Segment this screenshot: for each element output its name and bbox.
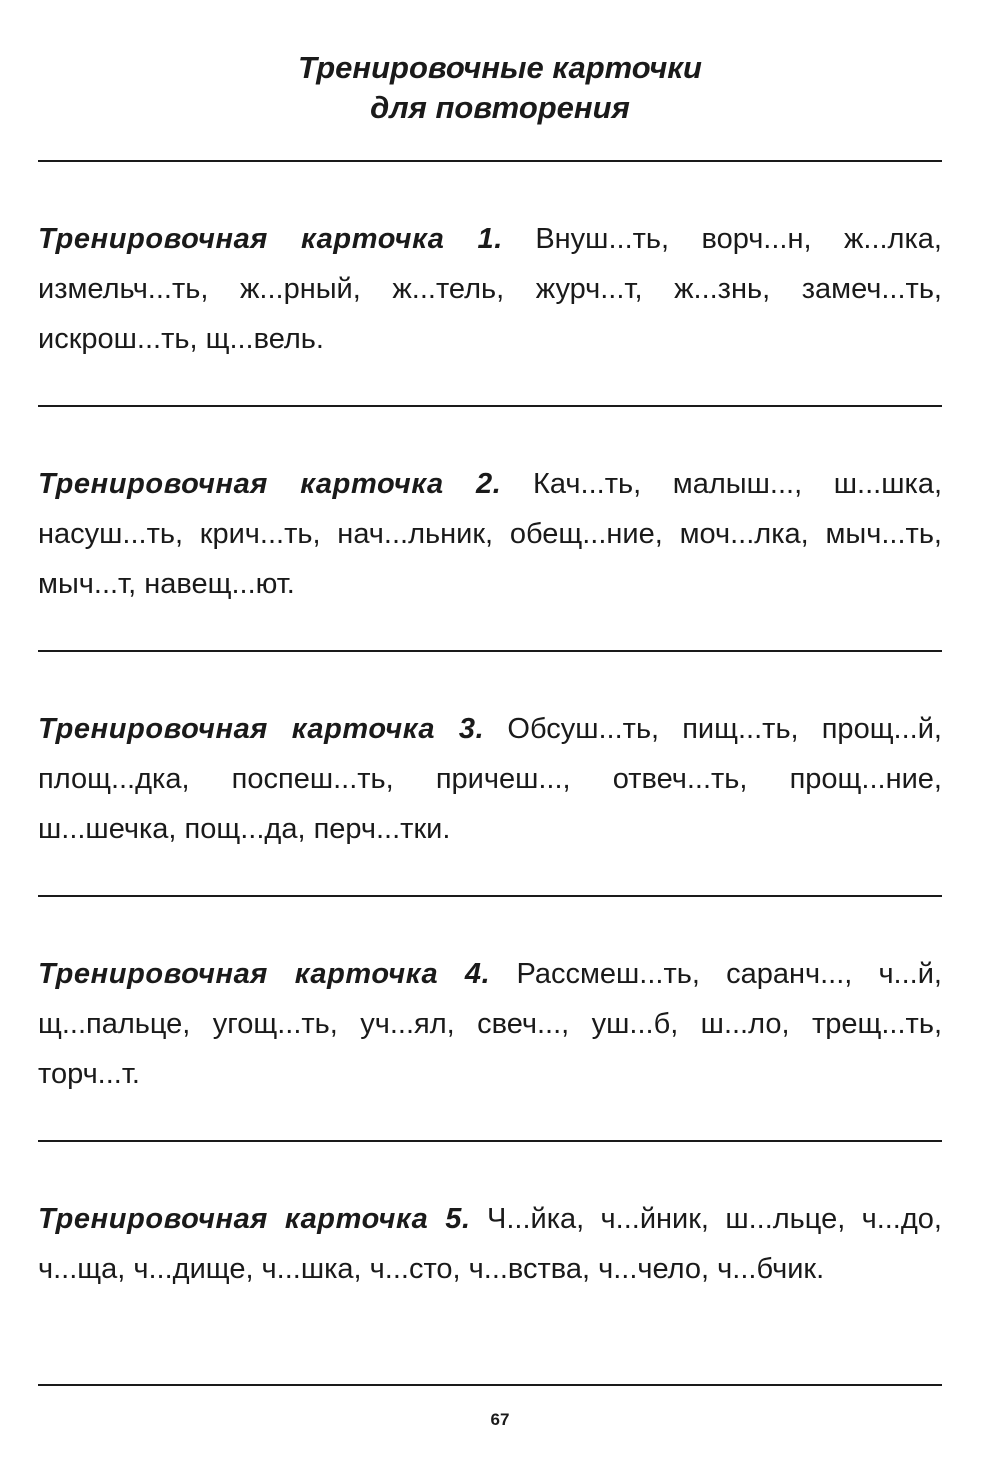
divider-line — [38, 405, 942, 407]
training-card-3 — [38, 704, 942, 854]
divider-line — [38, 1384, 942, 1386]
page-title — [0, 48, 1000, 128]
page-number: 67 — [490, 1410, 510, 1429]
divider-line — [38, 1140, 942, 1142]
training-card-1 — [38, 214, 942, 364]
card-heading: Тренировочная карточка 5. — [38, 1203, 471, 1235]
training-card-5 — [38, 1194, 942, 1294]
card-text: Ч...йка, ч...йник, ш...льце, ч...до, ч...ща, ч...дище, ч...шка, ч...сто, ч...вства, ч...чело, ч...бчик. — [38, 1203, 942, 1285]
card-text: Рассмеш...ть, саранч..., ч...й, щ...пальце, угощ...ть, уч...ял, свеч..., уш...б, ш...ло, трещ...ть, торч...т. — [38, 958, 942, 1090]
divider-line — [38, 650, 942, 652]
card-text: Внуш...ть, ворч...н, ж...лка, измельч...ть, ж...рный, ж...тель, журч...т, ж...знь, замеч...ть, искрош...ть, щ...вель. — [38, 223, 942, 355]
divider-line — [38, 895, 942, 897]
divider-line — [38, 160, 942, 162]
card-text: Обсуш...ть, пищ...ть, прощ...й, площ...дка, поспеш...ть, причеш..., отвеч...ть, прощ...ние, ш...шечка, пощ...да, перч...тки. — [38, 713, 942, 845]
page-title-line-1: Тренировочные карточки — [298, 50, 702, 85]
training-card-4 — [38, 949, 942, 1099]
card-heading: Тренировочная карточка 2. — [38, 468, 502, 500]
page-title-line-2: для повторения — [370, 90, 630, 125]
card-heading: Тренировочная карточка 1. — [38, 223, 503, 255]
card-heading: Тренировочная карточка 3. — [38, 713, 485, 745]
card-text: Кач...ть, малыш..., ш...шка, насуш...ть, крич...ть, нач...льник, обещ...ние, моч...лка, мыч...ть, мыч...т, навещ...ют. — [38, 468, 943, 600]
training-card-2 — [38, 459, 942, 609]
card-heading: Тренировочная карточка 4. — [38, 958, 491, 990]
